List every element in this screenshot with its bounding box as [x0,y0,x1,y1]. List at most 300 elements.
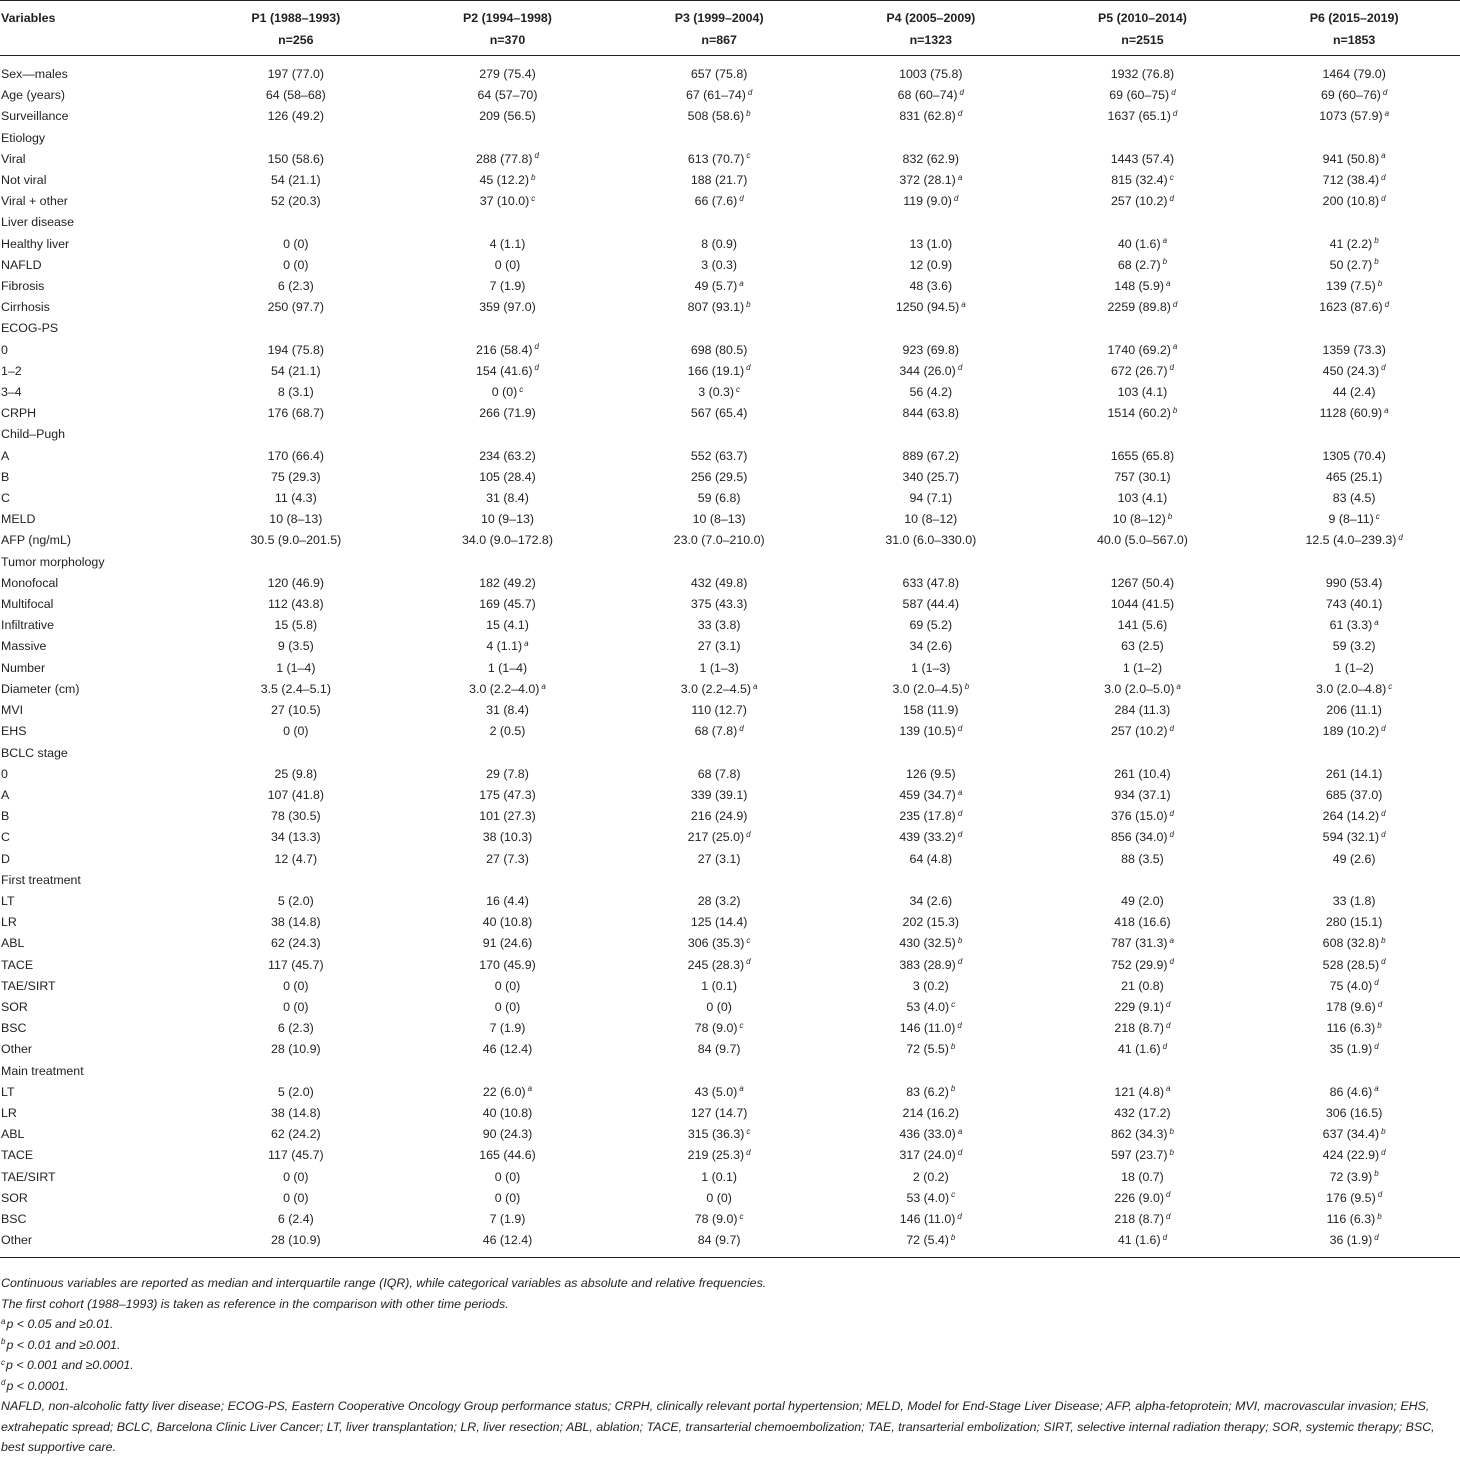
cell-value: 1 (1–3) [911,660,951,675]
cell-p1 [190,297,402,318]
cell-value: 8 (3.1) [277,385,314,400]
cell-value: 150 (58.6) [267,151,325,166]
table-row [0,636,1460,657]
cell-p1 [190,806,402,827]
cell-p3 [613,424,825,445]
cell-value: 117 (45.7) [268,1148,324,1163]
cell-value: 1 (0.1) [701,1169,738,1184]
cell-value: 306 (35.3) [687,936,745,951]
table-row [0,85,1460,106]
cell-value: 288 (77.8) [476,151,533,166]
cell-value: 69 (60–76) [1320,88,1381,103]
cell-value: 856 (34.0) [1110,830,1168,845]
cell-p3 [613,191,825,212]
section-label: Etiology [1,130,46,145]
cell-value: 235 (17.8) [899,809,956,824]
cell-p1 [190,85,402,106]
cell-value: 0 (0) [283,978,309,993]
cell-p5 [1037,615,1249,636]
cell-value: 3.0 (2.0–5.0) [1104,681,1175,696]
cell-p4 [825,870,1037,891]
table-row [0,912,1460,933]
cell-p6 [1248,382,1460,403]
cell-p3 [613,509,825,530]
cell-value: 103 (4.1) [1117,385,1168,400]
cell-value: 67 (61–74) [685,88,746,103]
cell-p5 [1037,276,1249,297]
cell-value: 280 (15.1) [1325,915,1383,930]
significance-marker: d [1172,109,1178,119]
significance-marker: b [957,935,963,945]
significance-marker: c [736,384,741,394]
cell-p5 [1037,1230,1249,1258]
cell-p1 [190,1167,402,1188]
cell-p3 [613,1039,825,1060]
cell-p2 [402,552,614,573]
period-n: n=1323 [909,33,952,47]
cell-p5 [1037,764,1249,785]
cell-value: 90 (24.3) [482,1127,533,1142]
cell-p2 [402,276,614,297]
significance-marker: a [739,1084,744,1094]
cell-value: 6 (2.4) [277,1211,314,1226]
cell-p1 [190,212,402,233]
cell-p6 [1248,149,1460,170]
cell-value: 787 (31.3) [1110,936,1168,951]
cell-value: 27 (10.5) [271,703,321,718]
row-label: SOR [1,999,28,1014]
cell-p4 [825,700,1037,721]
cell-value: 1464 (79.0) [1322,67,1386,81]
table-row [0,297,1460,318]
significance-marker: a [753,681,758,691]
significance-marker: c [1169,172,1174,182]
cell-p4 [825,170,1037,191]
cell-p4 [825,488,1037,509]
cell-p3 [613,658,825,679]
significance-marker: c [746,935,751,945]
cell-value: 27 (3.1) [697,639,741,654]
cell-p3 [613,743,825,764]
table-row [0,721,1460,742]
cell-p1 [190,976,402,997]
cell-p6 [1248,679,1460,700]
cell-p1 [190,933,402,954]
cell-p6 [1248,509,1460,530]
significance-marker: b [1377,278,1383,288]
cell-p1 [190,955,402,976]
cell-value: 340 (25.7) [902,469,960,484]
cell-value: 64 (4.8) [909,851,953,866]
cell-p2 [402,827,614,848]
significance-marker: d [1381,808,1386,818]
significance-marker: d [1382,87,1388,97]
cell-p2 [402,149,614,170]
cell-p3 [613,636,825,657]
cell-value: 54 (21.1) [271,363,321,378]
cell-value: 229 (9.1) [1114,999,1165,1014]
cell-p1 [190,1103,402,1124]
significance-marker: d [1374,1232,1379,1242]
section-label: Tumor morphology [1,554,105,569]
cell-value: 40.0 (5.0–567.0) [1096,533,1188,548]
cell-value: 7 (1.9) [489,1211,526,1226]
cell-p5 [1037,149,1249,170]
cell-p4 [825,1209,1037,1230]
table-row [0,340,1460,361]
cell-value: 250 (97.7) [267,300,325,315]
cell-p3 [613,721,825,742]
cell-p2 [402,955,614,976]
cell-p4 [825,997,1037,1018]
significance-marker: c [739,1211,744,1221]
significance-marker: c [746,151,751,161]
significance-marker: d [1381,193,1386,203]
cell-p5 [1037,56,1249,86]
cell-p4 [825,297,1037,318]
cell-value: 1623 (87.6) [1319,300,1383,315]
cell-value: 2 (0.5) [489,724,526,739]
cell-p4 [825,636,1037,657]
cell-value: 16 (4.4) [486,893,529,908]
cell-value: 315 (36.3) [687,1127,745,1142]
cell-p2 [402,764,614,785]
table-row [0,976,1460,997]
cell-p1 [190,191,402,212]
cell-value: 69 (60–75) [1109,88,1170,103]
cell-p6 [1248,276,1460,297]
section-header-row [0,552,1460,573]
cell-p3 [613,382,825,403]
significance-marker: d [1169,829,1174,839]
cell-p2 [402,1188,614,1209]
cell-p6 [1248,488,1460,509]
cell-value: 28 (3.2) [697,893,741,908]
cell-value: 757 (30.1) [1114,469,1171,484]
cell-p6 [1248,446,1460,467]
significance-marker: d [1172,299,1178,309]
significance-marker: d [957,1211,962,1221]
cell-p1 [190,594,402,615]
cell-p5 [1037,573,1249,594]
significance-marker: d [957,723,963,733]
cell-value: 1073 (57.9) [1319,109,1383,124]
cell-value: 158 (11.9) [903,703,959,718]
cell-p1 [190,1039,402,1060]
cell-p4 [825,509,1037,530]
period-n: n=256 [278,33,314,47]
cell-value: 72 (5.5) [906,1042,949,1057]
section-label: BCLC stage [1,745,68,760]
cell-value: 567 (65.4) [690,406,748,421]
table-body [0,56,1460,1258]
cell-p2 [402,1018,614,1039]
significance-marker: c [1375,511,1380,521]
table-row [0,806,1460,827]
significance-marker: b [1167,511,1173,521]
cell-value: 49 (2.0) [1121,893,1164,908]
cell-value: 75 (29.3) [271,469,321,484]
row-label: LT [1,1084,15,1099]
cell-p5 [1037,509,1249,530]
cell-p4 [825,191,1037,212]
significance-marker: c [951,999,956,1009]
cell-p1 [190,530,402,551]
cell-p4 [825,594,1037,615]
cell-value: 317 (24.0) [899,1148,956,1163]
cell-p2 [402,615,614,636]
cell-p6 [1248,234,1460,255]
cell-value: 117 (45.7) [268,957,324,972]
cell-p5 [1037,1209,1249,1230]
cell-p3 [613,530,825,551]
cell-p2 [402,361,614,382]
cell-p4 [825,1103,1037,1124]
cell-p6 [1248,467,1460,488]
cell-value: 176 (68.7) [267,406,325,421]
table-row [0,891,1460,912]
cell-value: 3.0 (2.2–4.5) [680,681,752,696]
footnote [0,1396,1458,1458]
significance-marker: d [747,87,753,97]
significance-marker: a [1384,405,1389,415]
cell-p3 [613,446,825,467]
cell-p5 [1037,128,1249,149]
section-header-row [0,743,1460,764]
cell-value: 84 (9.7) [697,1233,741,1248]
cell-p2 [402,870,614,891]
cell-value: 176 (9.5) [1326,1190,1376,1205]
cell-p4 [825,573,1037,594]
significance-marker: d [1169,808,1174,818]
cell-p3 [613,1167,825,1188]
cell-p3 [613,615,825,636]
significance-marker: c [519,384,524,394]
cell-value: 116 (6.3) [1326,1021,1376,1036]
cell-p1 [190,615,402,636]
cell-p1 [190,764,402,785]
significance-marker: a [524,639,529,649]
cell-value: 245 (28.3) [687,957,745,972]
cell-p1 [190,446,402,467]
significance-marker: d [1374,1041,1379,1051]
row-label: MELD [1,512,36,527]
cell-value: 807 (93.1) [687,300,745,315]
table-row [0,1039,1460,1060]
significance-marker: a [957,1126,963,1136]
cell-p5 [1037,658,1249,679]
table-row [0,234,1460,255]
cell-value: 61 (3.3) [1329,618,1373,633]
table-row [0,56,1460,86]
cell-value: 1637 (65.1) [1107,109,1171,124]
significance-marker: d [1381,172,1386,182]
cell-p1 [190,1145,402,1166]
cell-value: 216 (24.9) [690,809,748,824]
cell-value: 101 (27.3) [479,809,536,824]
significance-marker: a [1166,1084,1171,1094]
cell-p4 [825,912,1037,933]
section-header-row [0,212,1460,233]
cell-p1 [190,785,402,806]
cell-p3 [613,340,825,361]
cell-value: 119 (9.0) [903,194,952,209]
cell-value: 105 (28.4) [479,469,536,484]
cell-p1 [190,1124,402,1145]
cell-value: 465 (25.1) [1325,469,1383,484]
cell-p6 [1248,933,1460,954]
significance-marker: d [746,957,751,967]
section-header-row [0,128,1460,149]
cell-p3 [613,785,825,806]
period-label: P2 (1994–1998) [463,11,552,25]
cell-value: 13 (1.0) [909,236,953,251]
section-label: First treatment [1,872,81,887]
cell-value: 62 (24.3) [271,936,321,951]
cell-p6 [1248,1061,1460,1082]
cell-value: 3.5 (2.4–5.1) [260,681,331,696]
cell-p1 [190,56,402,86]
cell-value: 31 (8.4) [486,703,529,718]
significance-marker: d [1169,193,1174,203]
cell-value: 261 (10.4) [1114,766,1171,781]
cell-p3 [613,149,825,170]
cell-p1 [190,106,402,127]
cell-p5 [1037,170,1249,191]
cell-p5 [1037,849,1249,870]
cell-value: 78 (9.0) [694,1021,738,1036]
cell-p2 [402,106,614,127]
cell-value: 752 (29.9) [1110,957,1168,972]
significance-marker: b [964,681,970,691]
significance-marker: b [950,1041,956,1051]
cell-value: 103 (4.1) [1117,491,1168,506]
row-label: 0 [1,766,8,781]
cell-value: 10 (9–13) [480,512,534,527]
cell-value: 69 (5.2) [909,618,953,633]
cell-value: 424 (22.9) [1322,1148,1380,1163]
cell-value: 40 (1.6) [1117,236,1161,251]
cell-value: 83 (6.2) [906,1084,949,1099]
cell-p6 [1248,1145,1460,1166]
cell-value: 0 (0) [494,1169,521,1184]
cell-p6 [1248,191,1460,212]
cell-p2 [402,1167,614,1188]
footnote [0,1355,1458,1376]
cell-value: 33 (3.8) [697,618,741,633]
table-row [0,467,1460,488]
cell-value: 166 (19.1) [687,363,745,378]
cell-p5 [1037,552,1249,573]
significance-marker: d [953,193,959,203]
cell-value: 34.0 (9.0–172.8) [462,533,553,548]
cell-p6 [1248,318,1460,339]
cell-p1 [190,276,402,297]
row-label: 0 [1,342,8,357]
cell-value: 23.0 (7.0–210.0) [673,533,765,548]
cell-p3 [613,1061,825,1082]
significance-marker: d [1381,957,1386,967]
cell-p2 [402,255,614,276]
significance-marker: d [534,342,539,352]
cell-p1 [190,467,402,488]
significance-marker: d [957,109,963,119]
significance-marker: d [1377,999,1383,1009]
cell-p2 [402,382,614,403]
cell-value: 608 (32.8) [1322,936,1380,951]
significance-marker: d [1166,1211,1171,1221]
significance-marker: b [531,172,536,182]
significance-marker: d [1381,363,1386,373]
cell-p4 [825,212,1037,233]
cell-p2 [402,403,614,424]
significance-marker: d [1384,299,1390,309]
cell-p1 [190,573,402,594]
cell-p6 [1248,1039,1460,1060]
cell-value: 0 (0) [283,724,309,739]
significance-marker: d [959,87,964,97]
section-header-row [0,424,1460,445]
cell-value: 28 (10.9) [271,1233,321,1248]
cell-p4 [825,933,1037,954]
significance-marker: b [1169,1147,1174,1157]
significance-marker: a [1381,151,1386,161]
cell-p5 [1037,721,1249,742]
cell-p5 [1037,530,1249,551]
cell-p2 [402,191,614,212]
cell-value: 862 (34.3) [1110,1127,1168,1142]
table-row [0,170,1460,191]
table-row [0,679,1460,700]
cell-value: 53 (4.0) [906,1190,950,1205]
significance-marker: d [739,723,744,733]
cell-p1 [190,361,402,382]
table-row [0,255,1460,276]
row-label: BSC [1,1211,27,1226]
cell-value: 1514 (60.2) [1107,406,1171,421]
significance-marker: c [739,1020,744,1030]
row-label: TACE [1,1148,34,1163]
cell-p4 [825,1039,1037,1060]
cell-value: 528 (28.5) [1322,957,1380,972]
cell-value: 64 (58–68) [265,88,326,103]
cell-p4 [825,1145,1037,1166]
cell-p3 [613,1145,825,1166]
table-footnotes [0,1273,1458,1458]
table-row [0,488,1460,509]
cell-value: 832 (62.9) [902,151,960,166]
significance-marker: b [1377,1020,1382,1030]
row-label: 3–4 [1,385,22,400]
row-label: B [1,809,10,824]
cell-p2 [402,488,614,509]
cell-value: 41 (2.2) [1329,236,1373,251]
cell-p6 [1248,424,1460,445]
significance-marker: d [1169,957,1174,967]
cell-value: 257 (10.2) [1110,194,1168,209]
cell-p3 [613,997,825,1018]
cell-value: 27 (7.3) [486,851,529,866]
cell-p6 [1248,85,1460,106]
significance-marker: d [957,1020,962,1030]
cell-p3 [613,403,825,424]
significance-marker: d [1377,1190,1383,1200]
significance-marker: d [1398,533,1403,543]
significance-marker: d [746,363,751,373]
cell-value: 1 (1–4) [276,660,316,675]
cell-p4 [825,530,1037,551]
cell-value: 46 (12.4) [482,1042,533,1057]
